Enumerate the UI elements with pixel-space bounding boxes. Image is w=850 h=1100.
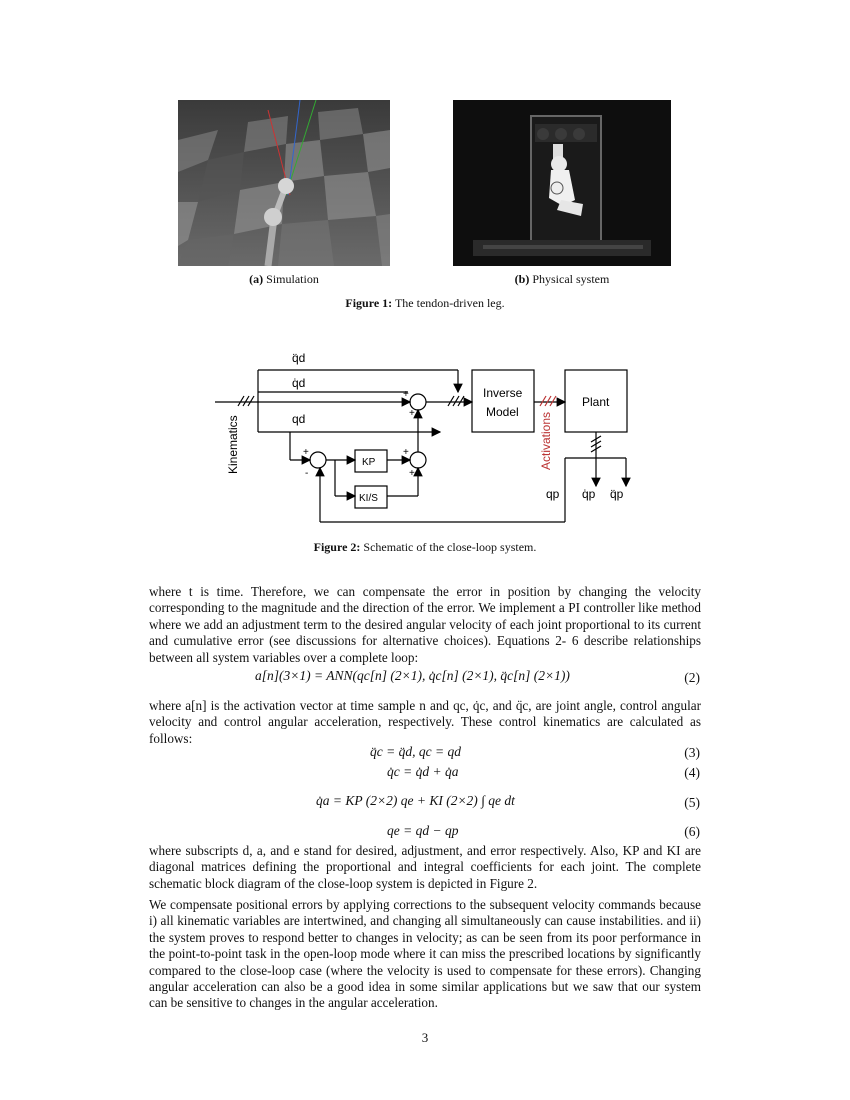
svg-text:+: + — [403, 389, 409, 400]
svg-text:+: + — [403, 447, 409, 458]
svg-text:-: - — [305, 468, 309, 479]
page-number: 3 — [421, 1030, 429, 1045]
equation-5: q̇a = KP (2×2) qe + KI (2×2) ∫ qe dt — [316, 793, 515, 808]
subcaption-a-text: Simulation — [266, 272, 319, 286]
equation-2: a[n](3×1) = ANN(qc[n] (2×1), q̇c[n] (2×1), q̈c[n] (2×1)) — [255, 668, 570, 683]
figure1-caption — [0, 296, 850, 311]
label-ki-s: KI/S — [359, 493, 378, 504]
label-qdd: q̈d — [292, 351, 306, 365]
label-qd: qd — [292, 412, 306, 426]
subcaption-b — [453, 272, 671, 287]
figure2-caption-label: Figure 2: — [313, 540, 361, 554]
label-kp: KP — [362, 457, 376, 468]
svg-text:+: + — [303, 447, 309, 458]
block-diagram — [210, 340, 650, 530]
figure2-caption-text: Schematic of the close-loop system. — [363, 540, 537, 554]
label-plant: Plant — [582, 395, 610, 409]
label-qp: qp — [546, 487, 560, 501]
paragraph-4: We compensate positional errors by applying corrections to the subsequent velocity commands because i) all kinematic variables are intertwined, and changing all simultaneously can cause instabilities. and ii) the system proves to respond better to changes in velocity; as can be seen from its poor performance in the point-to-point task in the open-loop mode where it can miss the prescribed locations by significantly compared to the close-loop case (where the velocity is used to compensate for these errors). Changing angular acceleration can also be a good idea in some similar applications but we saw that our system can be sensitive to changes in the angular acceleration. — [149, 897, 701, 1011]
equation-4-number: (4) — [684, 765, 700, 780]
subcaption-a — [178, 272, 390, 287]
simulation-image — [178, 100, 390, 266]
label-qd-dot: q̇d — [292, 376, 306, 390]
svg-text:+: + — [409, 408, 415, 419]
figure1-caption-label: Figure 1: — [345, 296, 393, 310]
figure2-caption — [0, 540, 850, 555]
equation-3: q̈c = q̈d, qc = qd — [370, 744, 461, 759]
paragraph-1: where t is time. Therefore, we can compensate the error in position by changing the velocity corresponding to the magnitude and the direction of the error. We implement a PI controller like method where we add an adjustment term to the desired angular velocity of each joint proportional to its current and cumulative error (see discussions for alternative choices). Equations 2- 6 describe relationships between all system variables over a complete loop: — [149, 584, 701, 665]
label-qp-ddot: q̈p — [610, 487, 624, 501]
physical-system-image — [453, 100, 671, 266]
equation-3-number: (3) — [684, 745, 700, 760]
equation-6-number: (6) — [684, 824, 700, 839]
figure1-caption-text: The tendon-driven leg. — [394, 296, 505, 310]
label-kinematics: Kinematics — [226, 415, 240, 474]
equation-2-number: (2) — [684, 670, 700, 685]
paragraph-3: where subscripts d, a, and e stand for desired, adjustment, and error respectively. Also, KP and KI are diagonal matrices defining the proportional and integral coefficients for each joint. The complete schematic block diagram of the close-loop system is depicted in Figure 2. — [149, 843, 701, 891]
equation-5-number: (5) — [684, 795, 700, 810]
subcaption-b-text: Physical system — [532, 272, 610, 286]
label-model: Model — [486, 405, 519, 419]
subcaption-a-label: (a) — [249, 272, 264, 286]
equation-4: q̇c = q̇d + q̇a — [387, 764, 459, 779]
paragraph-2: where a[n] is the activation vector at time sample n and qc, q̇c, and q̈c, are joint angle, control angular velocity and control angular acceleration, respectively. These control kinematics are calculated as follows: — [149, 698, 701, 746]
svg-text:+: + — [409, 468, 415, 479]
subcaption-b-label: (b) — [514, 272, 530, 286]
label-qp-dot: q̇p — [582, 487, 596, 501]
label-inverse: Inverse — [483, 386, 523, 400]
label-activations: Activations — [539, 411, 553, 470]
equation-6: qe = qd − qp — [387, 823, 459, 838]
